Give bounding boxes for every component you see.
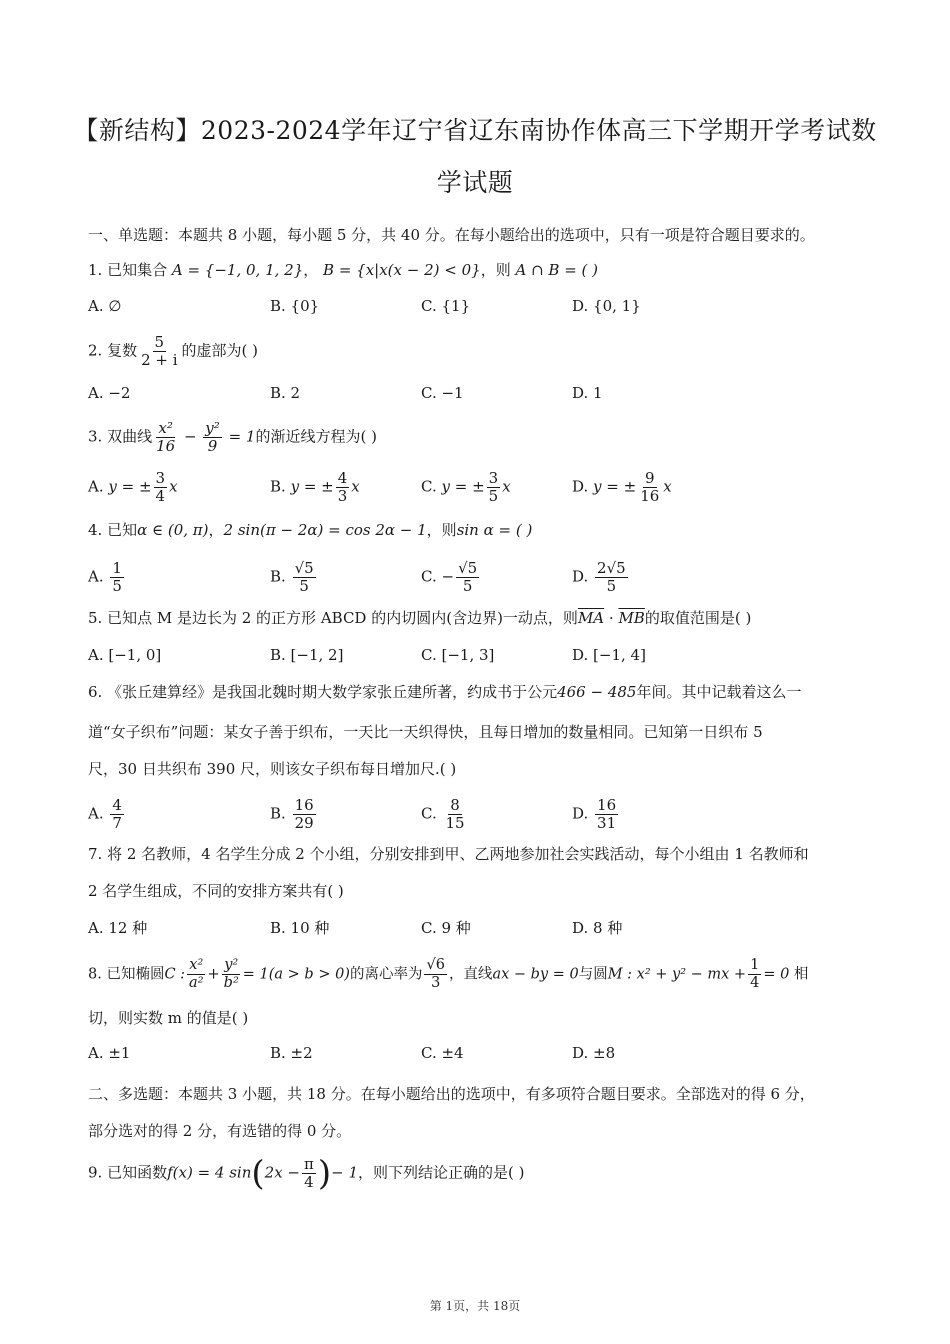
option-label: A. <box>88 477 104 496</box>
page-footer: 第 1页，共 18页 <box>429 1299 521 1313</box>
option-label: C. <box>421 804 437 823</box>
q7-option-b: B. 10 种 <box>270 919 330 937</box>
circle-fraction <box>748 957 761 992</box>
question-3-suffix: 的渐近线方程为( ) <box>255 427 377 446</box>
fraction-numerator: √5 <box>458 559 478 577</box>
q4-option-a <box>88 560 126 595</box>
option-label: D. <box>572 567 589 586</box>
option-label: D. <box>572 804 589 823</box>
right-paren: ) <box>317 1153 332 1194</box>
question-6-text-a: 6. 《张丘建算经》是我国北魏时期大数学家张丘建所著，约成书于公元 <box>88 683 558 701</box>
fraction-denominator: 4 <box>155 487 166 505</box>
option-fraction <box>110 797 124 832</box>
ellipse-eq-tail: = 1(a > b > 0) <box>242 966 350 983</box>
eccentricity-text: 的离心率为 <box>349 966 423 983</box>
pi-fraction <box>302 1156 316 1191</box>
option-fraction <box>456 560 479 595</box>
ellipse-term-y <box>222 957 241 992</box>
q8-option-a: A. ±1 <box>88 1044 131 1062</box>
fraction-numerator: x² <box>189 957 204 973</box>
q5-option-b: B. [−1, 2] <box>270 646 344 664</box>
option-fraction <box>293 560 316 595</box>
circle-equation: M : x² + y² − mx + <box>607 966 747 983</box>
sine-argument: 2x − <box>264 1163 300 1182</box>
question-1-stem: 1. 已知集合 A = {−1, 0, 1, 2}， B = {x|x(x − 2) < 0}，则 A ∩ B = ( ) <box>88 261 599 279</box>
eccentricity-fraction <box>424 957 446 992</box>
option-fraction <box>293 797 316 832</box>
vector-mb: $\overline{MB}$ <box>618 609 645 627</box>
question-2-stem <box>88 334 258 369</box>
option-label: C. <box>421 567 437 586</box>
trig-equation: 2 sin(π − 2α) = cos 2α − 1 <box>223 521 427 539</box>
option-tail: x <box>169 477 178 496</box>
option-tail: x <box>502 477 511 496</box>
line-text: ，直线 <box>448 966 493 983</box>
function-tail: − 1 <box>331 1163 359 1182</box>
option-fraction <box>154 470 168 505</box>
question-3-stem: 3. 双曲线 $\frac{\text{x²}}{16}$ − $\frac{\text{y²}}{9}$ = 1的渐近线方程为( ) <box>88 419 377 455</box>
ellipse-name: C : <box>164 966 186 983</box>
left-paren: ( <box>251 1153 265 1194</box>
line-equation: ax − by = 0 <box>492 966 579 983</box>
option-fraction <box>336 470 350 505</box>
complex-fraction <box>139 334 179 369</box>
question-8-end: 相 <box>793 966 809 983</box>
fraction-numerator: √6 <box>426 957 445 973</box>
option-tail: x <box>351 477 360 496</box>
q6-option-c <box>421 797 469 832</box>
fraction-denominator: 29 <box>294 814 314 832</box>
q1-option-b: B. {0} <box>270 297 320 315</box>
fraction-numerator: 8 <box>450 796 460 814</box>
fraction-denominator: 5 <box>112 577 122 595</box>
question-4-stem: 4. 已知α ∈ (0, π)，2 sin(π − 2α) = cos 2α − 1，则sin α = ( ) <box>88 521 533 539</box>
question-5-stem: 5. 已知点 M 是边长为 2 的正方形 ABCD 的内切圆内(含边界)一动点，则$\overline{MA} \cdot \overline{MB}$的取值范围是( ) <box>88 609 752 627</box>
question-6-line-2: 道“女子织布”问题：某女子善于织布，一天比一天织得快，且每日增加的数量相同。已知第一日织布 5 <box>88 723 763 741</box>
section-2-heading-line-2: 部分选对的得 2 分，有选错的得 0 分。 <box>88 1122 352 1140</box>
fraction-denominator: 15 <box>445 814 465 832</box>
option-label: B. <box>270 804 286 823</box>
q8-option-b: B. ±2 <box>270 1044 313 1062</box>
q2-option-b: B. 2 <box>270 384 301 402</box>
hyperbola-term-x <box>154 420 177 455</box>
fraction-denominator: 16 <box>640 487 660 505</box>
q2-option-d: D. 1 <box>572 384 603 402</box>
circle-eq-tail: = 0 <box>763 966 790 983</box>
fraction-numerator: 4 <box>337 469 348 487</box>
year-range: 466 − 485 <box>557 683 637 701</box>
set-b: B = {x|x(x − 2) < 0} <box>323 261 481 279</box>
fraction-numerator: y² <box>205 419 220 437</box>
fraction-numerator: x² <box>158 419 173 437</box>
option-fraction <box>444 797 467 832</box>
fraction-numerator: 5 <box>154 333 165 351</box>
fraction-denominator: b² <box>223 975 239 991</box>
set-a: A = {−1, 0, 1, 2} <box>171 261 304 279</box>
fraction-numerator: 3 <box>155 469 166 487</box>
option-label: C. <box>421 477 437 496</box>
question-6-text-b: 年间。其中记载着这么一 <box>636 683 802 701</box>
document-title-line-2: 学试题 <box>436 168 514 197</box>
q5-option-d: D. [−1, 4] <box>572 646 646 664</box>
hyperbola-eq-tail: = 1 <box>228 427 256 446</box>
fraction-denominator: a² <box>189 975 204 991</box>
fraction-denominator: 9 <box>207 437 218 455</box>
section-2-heading-line-1: 二、多选题：本题共 3 小题，共 18 分。在每小题给出的选项中，有多项符合题目要求。全部选对的得 6 分， <box>88 1085 815 1103</box>
q7-option-a: A. 12 种 <box>88 919 148 937</box>
option-fraction <box>638 470 661 505</box>
fraction-numerator: 2√5 <box>597 559 626 577</box>
option-label: A. <box>88 804 104 823</box>
q8-option-c: C. ±4 <box>421 1044 464 1062</box>
fraction-numerator: 4 <box>112 796 122 814</box>
question-4-ask: sin α = ( ) <box>456 521 533 539</box>
fraction-numerator: π <box>304 1155 314 1173</box>
fraction-denominator: 5 <box>299 577 309 595</box>
question-9-prefix: 9. 已知函数 <box>88 1163 168 1182</box>
fraction-denominator: 3 <box>337 487 348 505</box>
option-fraction <box>595 797 618 832</box>
ellipse-term-x <box>187 957 205 992</box>
question-6-line-3: 尺，30 日共织布 390 尺，则该女子织布每日增加尺.( ) <box>88 760 457 778</box>
q5-option-c: C. [−1, 3] <box>421 646 495 664</box>
fraction-denominator: 31 <box>597 814 617 832</box>
question-5-prefix: 5. 已知点 M 是边长为 2 的正方形 ABCD 的内切圆内(含边界)一动点，则 <box>88 609 578 627</box>
q2-option-a: A. −2 <box>88 384 131 402</box>
q1-option-d: D. {0, 1} <box>572 297 641 315</box>
alpha-range: α ∈ (0, π) <box>137 521 209 539</box>
question-4-prefix: 4. 已知 <box>88 521 138 539</box>
option-fraction <box>110 560 124 595</box>
fraction-denominator: 2 + i <box>141 351 178 369</box>
question-2-prefix: 2. 复数 <box>88 341 138 360</box>
question-4-mid: ，则 <box>426 521 457 539</box>
q2-option-c: C. −1 <box>421 384 464 402</box>
document-title-line-1: 【新结构】2023-2024学年辽宁省辽东南协作体高三下学期开学考试数 <box>73 116 877 145</box>
question-2-suffix: 的虚部为( ) <box>181 341 259 360</box>
question-9-suffix: ，则下列结论正确的是( ) <box>358 1163 525 1182</box>
fraction-numerator: 1 <box>112 559 122 577</box>
q3-option-b <box>270 470 360 505</box>
option-fraction <box>487 470 501 505</box>
question-6-line-1 <box>88 680 801 704</box>
q6-option-a <box>88 797 126 832</box>
fraction-numerator: 16 <box>294 796 314 814</box>
option-label: B. <box>270 567 286 586</box>
question-1-suffix: ，则 <box>480 261 511 279</box>
hyperbola-term-y <box>203 420 222 455</box>
fraction-numerator: 1 <box>750 957 760 973</box>
fraction-denominator: 5 <box>488 487 499 505</box>
q8-option-d: D. ±8 <box>572 1044 616 1062</box>
q4-option-d <box>572 560 630 595</box>
question-1-ask: A ∩ B = ( ) <box>515 261 599 279</box>
q4-option-c <box>421 560 481 595</box>
option-tail: x <box>663 477 672 496</box>
option-sign: − <box>441 567 455 586</box>
option-lhs: y = ± <box>290 477 334 496</box>
question-5-suffix: 的取值范围是( ) <box>644 609 752 627</box>
fraction-denominator: 4 <box>304 1173 314 1191</box>
fraction-numerator: 3 <box>488 469 499 487</box>
vector-ma: $\overline{MA}$ <box>577 609 605 627</box>
fraction-denominator: 7 <box>112 814 122 832</box>
question-1-prefix: 1. 已知集合 <box>88 261 168 279</box>
fraction-denominator: 3 <box>431 975 441 991</box>
fraction-numerator: y² <box>224 957 239 973</box>
question-9-stem <box>88 1153 525 1194</box>
q3-option-c <box>421 470 511 505</box>
option-label: D. <box>572 477 589 496</box>
option-lhs: y = ± <box>593 477 637 496</box>
q1-option-a: A. ∅ <box>88 297 122 315</box>
circle-text: 与圆 <box>578 966 608 983</box>
option-lhs: y = ± <box>441 477 485 496</box>
q7-option-c: C. 9 种 <box>421 919 471 937</box>
option-label: B. <box>270 477 286 496</box>
question-3-prefix: 3. 双曲线 <box>88 427 153 446</box>
q4-option-b <box>270 560 318 595</box>
option-lhs: y = ± <box>108 477 152 496</box>
fraction-numerator: 9 <box>644 469 655 487</box>
q7-option-d: D. 8 种 <box>572 919 623 937</box>
q6-option-b <box>270 797 318 832</box>
fraction-numerator: √5 <box>294 559 314 577</box>
question-8-line-2: 切，则实数 m 的值是( ) <box>88 1009 249 1027</box>
function-definition: f(x) = 4 sin <box>167 1163 252 1182</box>
q3-option-a <box>88 470 178 505</box>
question-8-prefix: 8. 已知椭圆 <box>88 966 165 983</box>
question-8-stem: 8. 已知椭圆C : $\frac{\text{x²}}{\text{a²}}$ + $\frac{\text{y²}}{\text{b²}}$ = 1(a > b > 0)的离心率为 $\frac{√6}{3}$ ，直线ax − by = 0与圆M : x² + y² − mx + $\frac{1}{4}$ = 0 相 <box>88 957 809 991</box>
fraction-numerator: 16 <box>597 796 617 814</box>
fraction-denominator: 16 <box>156 437 176 455</box>
q3-option-d <box>572 470 672 505</box>
option-fraction <box>595 560 628 595</box>
q5-option-a: A. [−1, 0] <box>88 646 162 664</box>
q6-option-d <box>572 797 620 832</box>
section-1-heading: 一、单选题：本题共 8 小题，每小题 5 分，共 40 分。在每小题给出的选项中，只有一项是符合题目要求的。 <box>88 226 815 244</box>
option-label: A. <box>88 567 104 586</box>
fraction-denominator: 4 <box>750 975 760 991</box>
fraction-denominator: 5 <box>606 577 617 595</box>
q1-option-c: C. {1} <box>421 297 471 315</box>
question-7-line-2: 2 名学生组成，不同的安排方案共有( ) <box>88 882 344 900</box>
question-7-line-1: 7. 将 2 名教师，4 名学生分成 2 个小组，分别安排到甲、乙两地参加社会实践活动，每个小组由 1 名教师和 <box>88 845 809 863</box>
fraction-denominator: 5 <box>462 577 473 595</box>
